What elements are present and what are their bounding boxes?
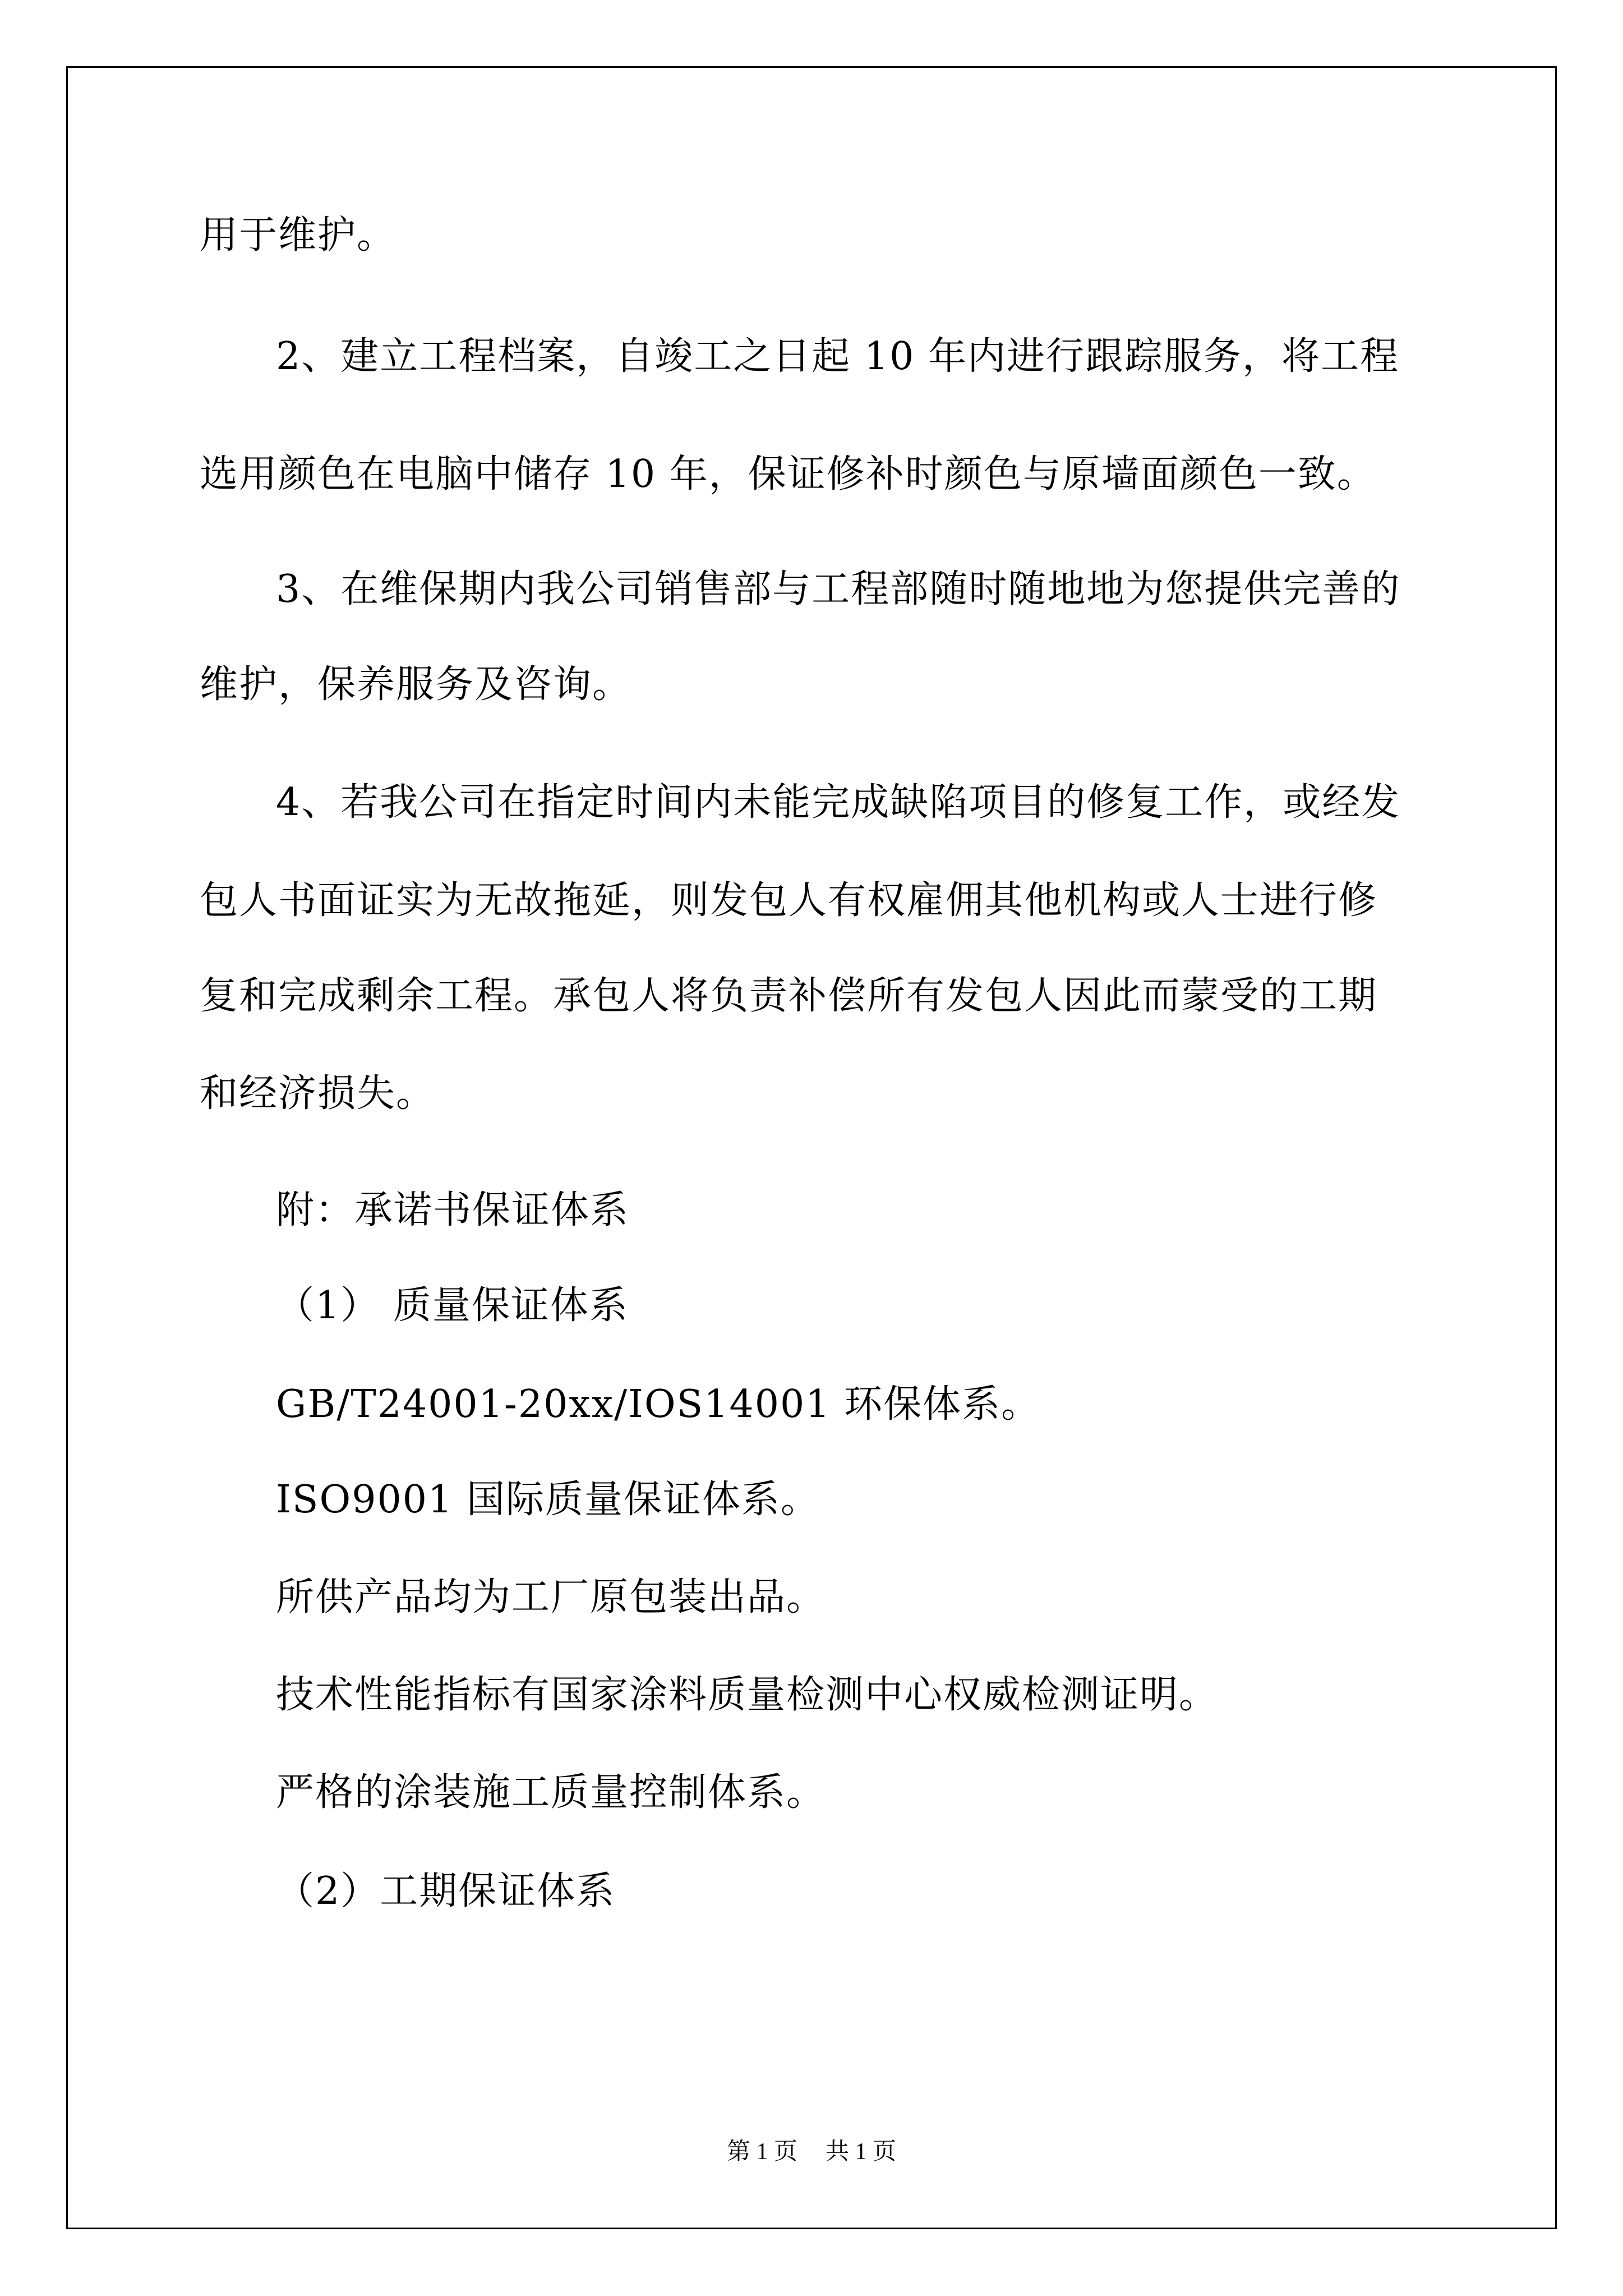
paragraph-line: 选用颜色在电脑中储存 10 年，保证修补时颜色与原墙面颜色一致。: [200, 452, 1376, 496]
paragraph-line: 2、建立工程档案，自竣工之日起 10 年内进行跟踪服务，将工程: [276, 334, 1400, 379]
page-footer: [0, 2140, 1623, 2164]
paragraph-line: 维护，保养服务及咨询。: [200, 662, 632, 707]
paragraph-line: （1） 质量保证体系: [276, 1283, 629, 1328]
paragraph-line: GB/T24001-20xx/IOS14001 环保体系。: [276, 1382, 1041, 1427]
paragraph-line: （2）工期保证体系: [276, 1869, 616, 1913]
paragraph-line: 包人书面证实为无故拖延，则发包人有权雇佣其他机构或人士进行修: [200, 878, 1378, 923]
paragraph-line: 所供产品均为工厂原包装出品。: [276, 1575, 826, 1619]
paragraph-line: ISO9001 国际质量保证体系。: [276, 1478, 820, 1522]
paragraph-line: 4、若我公司在指定时间内未能完成缺陷项目的修复工作，或经发: [276, 780, 1401, 825]
page-number-total: 共 1 页: [826, 2139, 897, 2165]
paragraph-line: 技术性能指标有国家涂料质量检测中心权威检测证明。: [276, 1673, 1219, 1717]
paragraph-line: 附：承诺书保证体系: [276, 1188, 630, 1232]
page-number-current: 第 1 页: [726, 2139, 797, 2165]
paragraph-line: 和经济损失。: [200, 1071, 436, 1116]
paragraph-line: 3、在维保期内我公司销售部与工程部随时随地地为您提供完善的: [276, 567, 1401, 611]
paragraph-line: 用于维护。: [200, 213, 396, 257]
paragraph-line: 复和完成剩余工程。承包人将负责补偿所有发包人因此而蒙受的工期: [200, 974, 1378, 1018]
paragraph-line: 严格的涂装施工质量控制体系。: [276, 1770, 826, 1815]
